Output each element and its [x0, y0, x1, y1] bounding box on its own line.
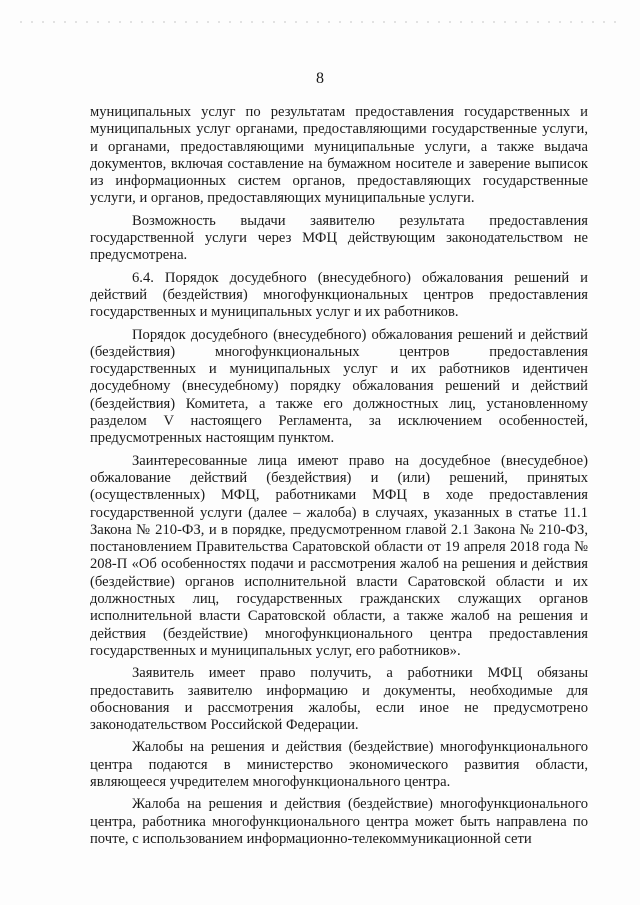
paragraph-8: Жалоба на решения и действия (бездействие) многофункционального центра, работника многофункционального центра может быть направлена по почте, с использованием информационно-телекоммуникационной сети [90, 796, 588, 847]
document-body [90, 104, 588, 848]
page-number: 8 [316, 70, 324, 87]
paragraph-1: муниципальных услуг по результатам предоставления государственных и муниципальных услуг органами, предоставляющими государственные услуги, и органами, предоставляющими муниципальные услуги, а также выдача документов, включая составление на бумажном носителе и заверение выписок из информационных систем органов, предоставляющих государственные услуги, и органов, предоставляющих муниципальные услуги. [90, 104, 588, 207]
paragraph-2: Возможность выдачи заявителю результата предоставления государственной услуги через МФЦ действующим законодательством не предусмотрена. [90, 212, 588, 264]
scan-artifact-line [0, 20, 640, 24]
paragraph-6: Заявитель имеет право получить, а работники МФЦ обязаны предоставить заявителю информацию и документы, необходимые для обоснования и рассмотрения жалобы, если иное не предусмотрено законодательством Российской Федерации. [90, 665, 588, 734]
paragraph-3-section-heading: 6.4. Порядок досудебного (внесудебного) обжалования решений и действий (бездействия) многофункциональных центров предоставления государственных и муниципальных услуг и их работников. [90, 269, 588, 321]
paragraph-5: Заинтересованные лица имеют право на досудебное (внесудебное) обжалование действий (бездействия) и (или) решений, принятых (осуществленных) МФЦ, работниками МФЦ в ходе предоставления государственной услуги (далее – жалоба) в случаях, указанных в статье 11.1 Закона № 210-ФЗ, и в порядке, предусмотренном главой 2.1 Закона № 210-ФЗ, постановлением Правительства Саратовской области от 19 апреля 2018 года № 208-П «Об особенностях подачи и рассмотрения жалоб на решения и действия (бездействие) органов исполнительной власти Саратовской области и их должностных лиц, государственных гражданских служащих органов исполнительной власти Саратовской области, а также жалоб на решения и действия (бездействие) многофункционального центра предоставления государственных и муниципальных услуг, его работников». [90, 452, 588, 659]
paragraph-7: Жалобы на решения и действия (бездействие) многофункционального центра подаются в министерство экономического развития области, являющееся учредителем многофункционального центра. [90, 739, 588, 790]
paragraph-4: Порядок досудебного (внесудебного) обжалования решений и действий (бездействия) многофункциональных центров предоставления государственных и муниципальных услуг и их работников идентичен досудебному (внесудебному) порядку обжалования решений и действий (бездействия) Комитета, а также его должностных лиц, установленному разделом V настоящего Регламента, за исключением особенностей, предусмотренных настоящим пунктом. [90, 326, 588, 447]
